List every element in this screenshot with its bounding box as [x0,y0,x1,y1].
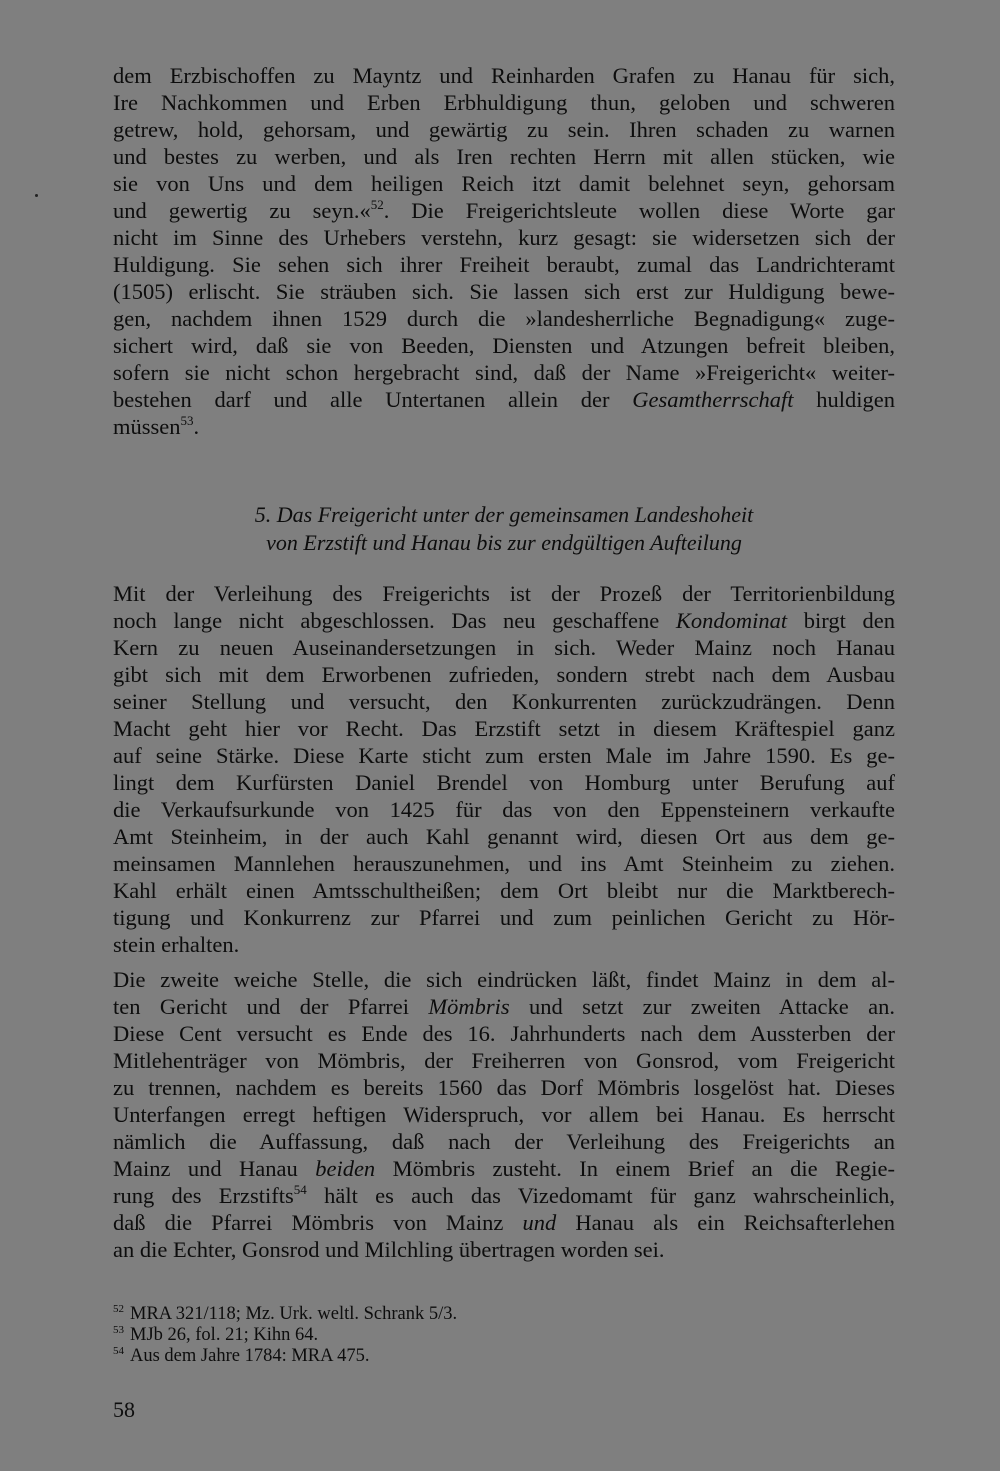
text-line: tigung und Konkurrenz zur Pfarrei und zum peinlichen Gericht zu Hör- [113,905,895,930]
section-heading [113,501,895,557]
text-fragment: Mainz und Hanau [113,1156,316,1181]
emphasis-und: und [522,1210,557,1235]
text-line [113,413,895,440]
text-line [113,1209,895,1236]
paragraph-moembris [113,966,895,1263]
text-fragment: hält es auch das Vizedomamt für ganz wahrscheinlich, [306,1183,896,1208]
text-line: Unterfangen erregt heftigen Widerspruch, vor allem bei Hanau. Es herrscht [113,1102,895,1127]
text-fragment: bestehen darf und alle Untertanen allein der [113,387,633,412]
text-fragment: daß die Pfarrei Mömbris von Mainz [113,1210,523,1235]
emphasis-moembris: Mömbris [428,994,510,1019]
text-fragment: noch lange nicht abgeschlossen. Das neu geschaffene [113,608,676,633]
section-heading-line-2: von Erzstift und Hanau bis zur endgültigen Aufteilung [266,530,742,555]
text-fragment: . Die Freigerichtsleute wollen diese Worte gar [383,198,896,223]
footnote-52 [113,1304,895,1325]
footnote-number: 54 [113,1345,124,1357]
text-fragment: müssen [113,414,181,439]
text-line: auf seine Stärke. Diese Karte sticht zum ersten Male im Jahre 1590. Es ge- [113,743,895,768]
text-line: Kern zu neuen Auseinandersetzungen in sich. Weder Mainz noch Hanau [113,635,895,660]
text-line: Ire Nachkommen und Erben Erbhuldigung thun, geloben und schweren [113,90,895,115]
text-line: gen, nachdem ihnen 1529 durch die »landesherrliche Begnadigung« zuge- [113,306,895,331]
emphasis-gesamtherrschaft: Gesamtherrschaft [632,387,794,412]
text-line [113,386,895,413]
footnote-54 [113,1346,895,1367]
text-line [113,607,895,634]
footnote-ref-54[interactable]: 54 [293,1182,307,1197]
text-line: nämlich die Auffassung, daß nach der Verleihung des Freigerichts an [113,1129,895,1154]
text-line: Die zweite weiche Stelle, die sich eindrücken läßt, findet Mainz in dem al- [113,967,895,992]
footnotes [113,1304,895,1367]
text-fragment: ten Gericht und der Pfarrei [113,994,429,1019]
text-line [113,197,895,224]
footnote-number: 52 [113,1303,124,1315]
text-line: sichert wird, daß sie von Beeden, Diensten und Atzungen befreit bleiben, [113,333,895,358]
text-line: gibt sich mit dem Erworbenen zufrieden, sondern strebt nach dem Ausbau [113,662,895,687]
text-line [113,1155,895,1182]
emphasis-kondominat: Kondominat [675,608,788,633]
text-line: Amt Steinheim, in der auch Kahl genannt wird, diesen Ort aus dem ge- [113,824,895,849]
text-line: lingt dem Kurfürsten Daniel Brendel von Homburg unter Berufung auf [113,770,895,795]
paragraph-verleihung [113,580,895,958]
text-line: Mitlehenträger von Mömbris, der Freiherren von Gonsrod, vom Freigericht [113,1048,895,1073]
text-line: zu trennen, nachdem es bereits 1560 das Dorf Mömbris losgelöst hat. Dieses [113,1075,895,1100]
section-heading-line-1: 5. Das Freigericht unter der gemeinsamen Landeshoheit [254,502,754,527]
text-line: Huldigung. Sie sehen sich ihrer Freiheit beraubt, zumal das Landrichteramt [113,252,895,277]
emphasis-beiden: beiden [315,1156,376,1181]
footnote-text: MRA 321/118; Mz. Urk. weltl. Schrank 5/3. [130,1304,458,1324]
text-line: nicht im Sinne des Urhebers verstehn, kurz gesagt: sie widersetzen sich der [113,225,895,250]
page-number: 58 [113,1397,135,1422]
text-line: seiner Stellung und versucht, den Konkurrenten zurückzudrängen. Denn [113,689,895,714]
footnote-53 [113,1325,895,1346]
text-fragment: . [193,414,200,439]
text-fragment: und gewertig zu seyn.« [113,198,371,223]
text-line: sie von Uns und dem heiligen Reich itzt damit belehnet seyn, gehorsam [113,171,895,196]
text-line [113,1182,895,1209]
text-fragment: huldigen [793,387,895,412]
text-line: dem Erzbischoffen zu Mayntz und Reinharden Grafen zu Hanau für sich, [113,63,895,88]
text-line: Diese Cent versucht es Ende des 16. Jahrhunderts nach dem Aussterben der [113,1021,895,1046]
paragraph-huldigung [113,62,895,440]
text-fragment: rung des Erzstifts [113,1183,294,1208]
footnote-ref-52[interactable]: 52 [370,197,384,212]
text-fragment: birgt den [787,608,896,633]
text-line: Macht geht hier vor Recht. Das Erzstift setzt in diesem Kräftespiel ganz [113,716,895,741]
text-line: Mit der Verleihung des Freigerichts ist der Prozeß der Territorienbildung [113,581,895,606]
text-fragment: Mömbris zusteht. In einem Brief an die Regie- [375,1156,896,1181]
margin-speck [35,194,38,197]
text-fragment: und setzt zur zweiten Attacke an. [509,994,895,1019]
text-line: meinsamen Mannlehen herauszunehmen, und ins Amt Steinheim zu ziehen. [113,851,895,876]
footnote-number: 53 [113,1324,124,1336]
text-line: die Verkaufsurkunde von 1425 für das von den Eppensteinern verkaufte [113,797,895,822]
text-line: stein erhalten. [113,932,240,957]
footnote-text: Aus dem Jahre 1784: MRA 475. [130,1346,370,1366]
footnote-ref-53[interactable]: 53 [180,413,194,428]
text-line: an die Echter, Gonsrod und Milchling übertragen worden sei. [113,1237,665,1262]
text-line: sofern sie nicht schon hergebracht sind, daß der Name »Freigericht« weiter- [113,360,895,385]
text-line: und bestes zu werben, und als Iren rechten Herrn mit allen stücken, wie [113,144,895,169]
footnote-text: MJb 26, fol. 21; Kihn 64. [130,1325,319,1345]
text-line: (1505) erlischt. Sie sträuben sich. Sie lassen sich erst zur Huldigung bewe- [113,279,895,304]
text-line [113,993,895,1020]
text-line: Kahl erhält einen Amtsschultheißen; dem Ort bleibt nur die Marktberech- [113,878,895,903]
text-line: getrew, hold, gehorsam, und gewärtig zu sein. Ihren schaden zu warnen [113,117,895,142]
text-fragment: Hanau als ein Reichsafterlehen [556,1210,895,1235]
